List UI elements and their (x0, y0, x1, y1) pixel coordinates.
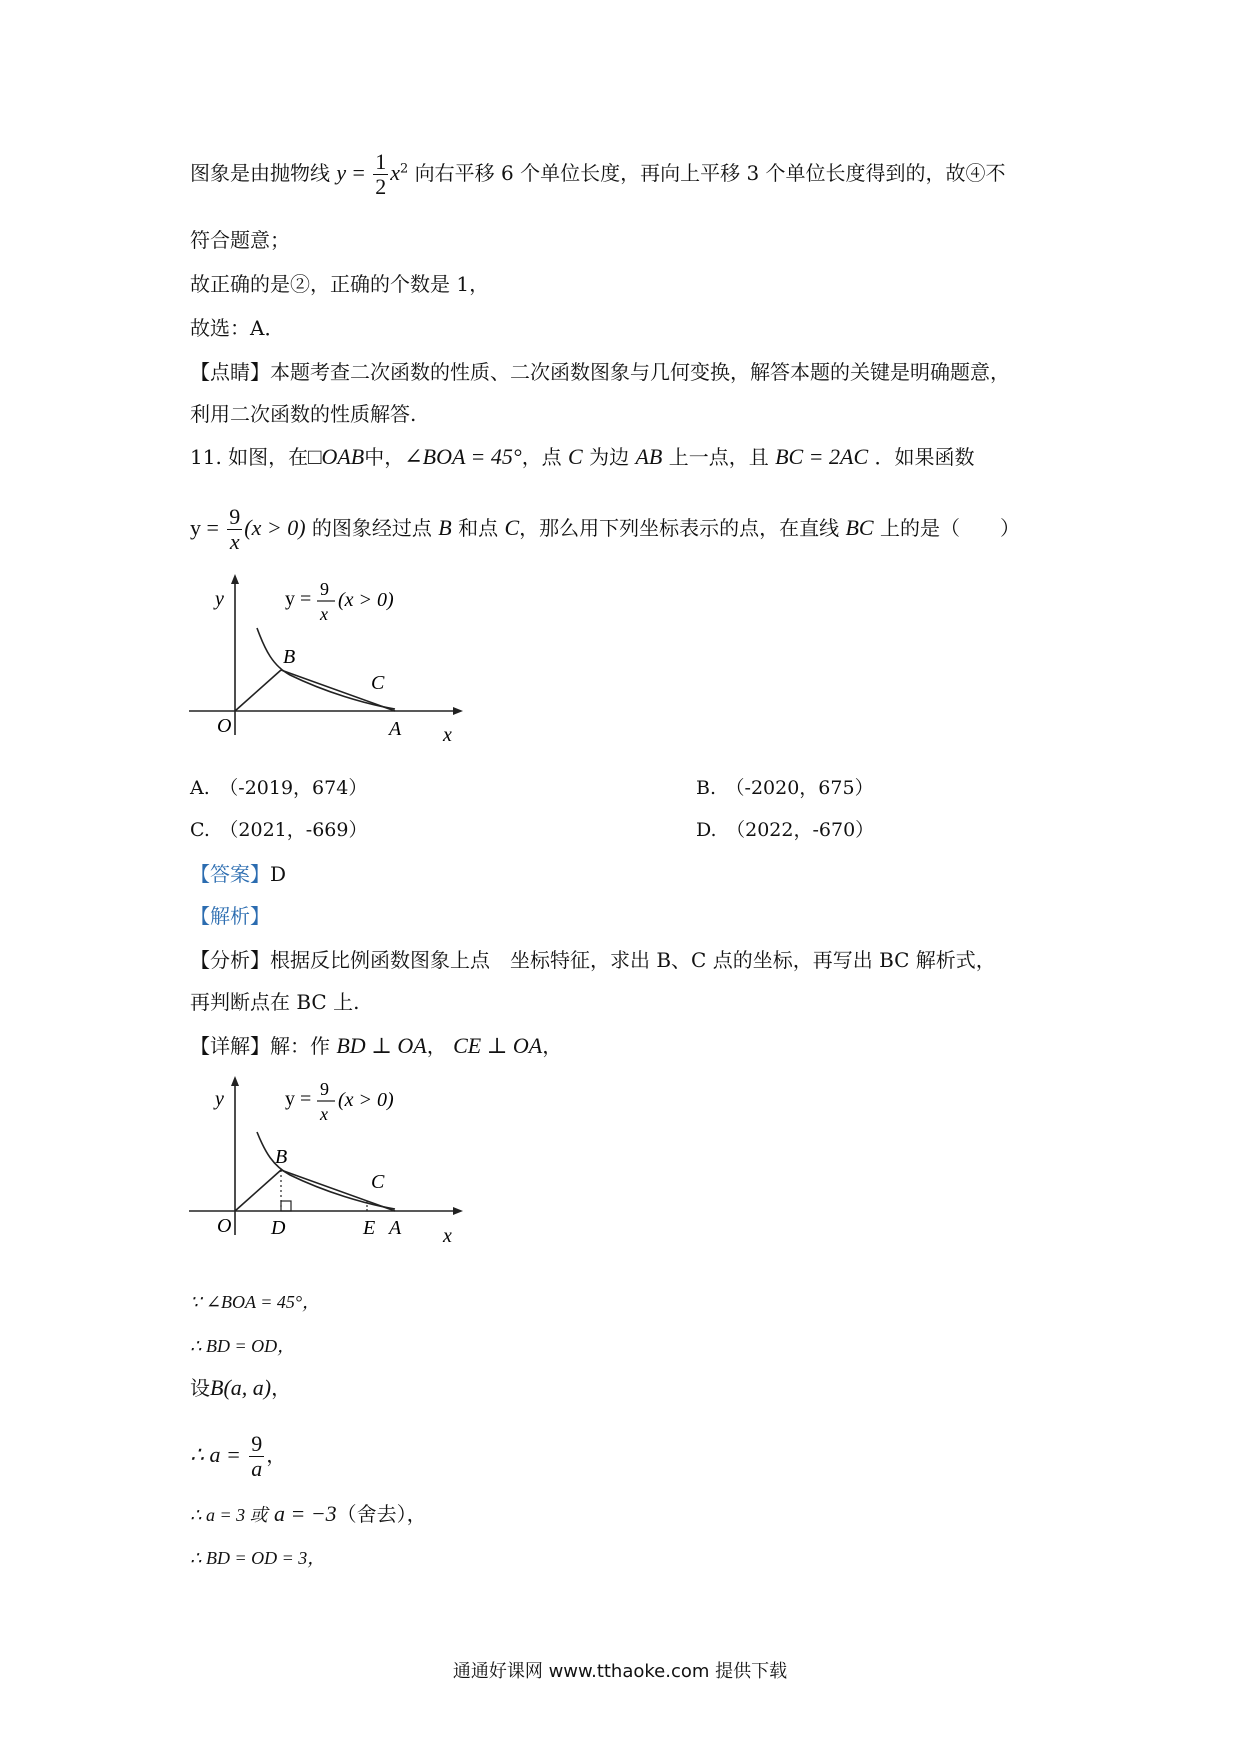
option-label: A. (190, 777, 210, 799)
y-axis-arrow (231, 574, 239, 584)
text-line: 故正确的是②，正确的个数是 1， (190, 272, 490, 296)
y-axis-arrow (231, 1076, 239, 1086)
hyperbola-curve (257, 628, 395, 709)
x-axis-arrow (453, 1207, 463, 1215)
fenxi-tag: 【分析】 (190, 948, 270, 972)
question-11-line1 (190, 443, 975, 471)
text: ，点 (521, 445, 562, 469)
text: ， (542, 1034, 563, 1058)
label-B: B (275, 1146, 288, 1168)
fenxi-line-2: 再判断点在 BC 上. (190, 990, 360, 1014)
func-den: x (320, 604, 328, 624)
fraction-numerator: 9 (251, 1431, 263, 1456)
func-cond: (x > 0) (338, 589, 394, 611)
text-line: 故选：A． (190, 316, 285, 340)
label-A: A (389, 1217, 402, 1239)
math: ∴ a = (190, 1442, 241, 1467)
math-var: x (390, 160, 401, 185)
option-label: D. (696, 819, 717, 841)
math: BC (845, 515, 874, 540)
math-var: y (336, 160, 347, 185)
x-axis-arrow (453, 707, 463, 715)
label-x: x (443, 1225, 452, 1247)
math: (x > 0) (244, 515, 306, 540)
option-c[interactable] (190, 816, 367, 844)
text: ， (266, 1443, 287, 1467)
func-num: 9 (320, 1079, 329, 1099)
math: B(a, a) (210, 1375, 272, 1400)
xiangjie-line (190, 1032, 562, 1060)
label-O: O (217, 1215, 232, 1237)
answer-value: D (270, 862, 287, 886)
segment-OB (235, 1170, 281, 1211)
text: 为边 (589, 445, 630, 469)
func-label: y = (285, 588, 312, 610)
fenxi-text: 根据反比例函数图象上点 坐标特征，求出 B、C 点的坐标，再写出 BC 解析式， (270, 948, 996, 972)
fraction-denominator: a (251, 1456, 263, 1481)
math: B (438, 515, 452, 540)
exponent: 2 (400, 161, 409, 177)
func-label: y = (285, 1088, 312, 1110)
math: y = (190, 515, 219, 540)
math: ∴ BD = OD = 3， (190, 1548, 326, 1568)
text-line: 符合题意； (190, 228, 290, 252)
text: 向右平移 6 个单位长度，再向上平移 3 个单位长度得到的，故④不 (414, 161, 1006, 185)
text: （舍去）， (336, 1502, 427, 1526)
text-line (190, 150, 1006, 199)
math: ∠BOA = 45° (404, 444, 522, 469)
right-angle-mark (281, 1201, 291, 1211)
option-d[interactable] (696, 816, 874, 844)
text: 和点 (458, 516, 499, 540)
option-value: （-2020，675） (735, 777, 874, 799)
step-5 (190, 1500, 427, 1529)
label-C: C (371, 672, 385, 694)
text-line: 利用二次函数的性质解答. (190, 402, 417, 426)
text: 中， (364, 445, 405, 469)
option-label: B. (696, 777, 717, 799)
segment-OB (235, 670, 281, 711)
fraction-numerator: 9 (229, 504, 241, 529)
analysis-tag-line (190, 902, 270, 930)
math: ∴ BD = OD， (190, 1336, 296, 1356)
text: 图象是由抛物线 (190, 161, 330, 185)
fraction-numerator: 1 (375, 149, 387, 174)
question-11-line2 (190, 505, 1020, 554)
label-y: y (215, 588, 224, 610)
fenxi-line (190, 946, 996, 974)
math: BD ⊥ OA (336, 1033, 427, 1058)
text: ， (271, 1376, 292, 1400)
fraction (373, 150, 388, 199)
label-E: E (363, 1217, 376, 1239)
text: 上一点，且 (668, 445, 769, 469)
label-C: C (371, 1171, 385, 1193)
step-2 (190, 1332, 295, 1361)
text: ， (426, 1034, 447, 1058)
text: 的图象经过点 (311, 516, 432, 540)
math: CE ⊥ OA (453, 1033, 543, 1058)
fraction-denominator: 2 (375, 174, 387, 199)
math: AB (635, 444, 663, 469)
option-value: （2022，-670） (735, 819, 875, 841)
step-3 (190, 1374, 291, 1402)
label-B: B (283, 646, 296, 668)
option-value: （-2019，674） (228, 777, 368, 799)
text: 上的是（ ） (879, 516, 1020, 540)
text: 11. 如图，在 (190, 445, 309, 469)
fraction (227, 505, 242, 554)
text: 设 (190, 1376, 210, 1400)
figure-1-hyperbola (185, 570, 475, 760)
func-cond: (x > 0) (338, 1089, 394, 1111)
label-O: O (217, 715, 232, 737)
step-1 (190, 1288, 320, 1317)
label-y: y (215, 1088, 224, 1110)
step-4 (190, 1432, 286, 1481)
math: ∴ a = 3 或 (190, 1505, 268, 1525)
step-6 (190, 1544, 325, 1573)
fraction-denominator: x (229, 529, 240, 554)
text: 解：作 (270, 1034, 330, 1058)
func-num: 9 (320, 579, 329, 599)
answer-tag: 【答案】 (190, 862, 270, 886)
math: BC = 2AC (775, 444, 869, 469)
math: C (504, 515, 520, 540)
dianjing-line: 【点睛】本题考查二次函数的性质、二次函数图象与几何变换，解答本题的关键是明确题意， (190, 360, 1010, 384)
xiangjie-tag: 【详解】 (190, 1034, 270, 1058)
math: ∵ ∠BOA = 45°， (190, 1292, 321, 1312)
option-a[interactable] (190, 774, 367, 802)
figure-2-hyperbola (185, 1070, 475, 1265)
label-D: D (271, 1217, 286, 1239)
math: □OAB (308, 444, 365, 469)
text: ，那么用下列坐标表示的点，在直线 (519, 516, 840, 540)
footer-watermark: 通通好课网 www.tthaoke.com 提供下载 (452, 1661, 788, 1682)
answer-line (190, 860, 286, 888)
label-A: A (389, 718, 402, 740)
func-den: x (320, 1104, 328, 1124)
option-b[interactable] (696, 774, 874, 802)
option-value: （2021，-669） (228, 819, 368, 841)
analysis-tag: 【解析】 (190, 904, 270, 928)
option-label: C. (190, 819, 210, 841)
math: C (568, 444, 583, 469)
label-x: x (443, 724, 452, 746)
text: ．如果函数 (874, 445, 975, 469)
math-eq: = (352, 160, 365, 185)
fraction (249, 1432, 264, 1481)
math: a = −3 (273, 1501, 337, 1526)
